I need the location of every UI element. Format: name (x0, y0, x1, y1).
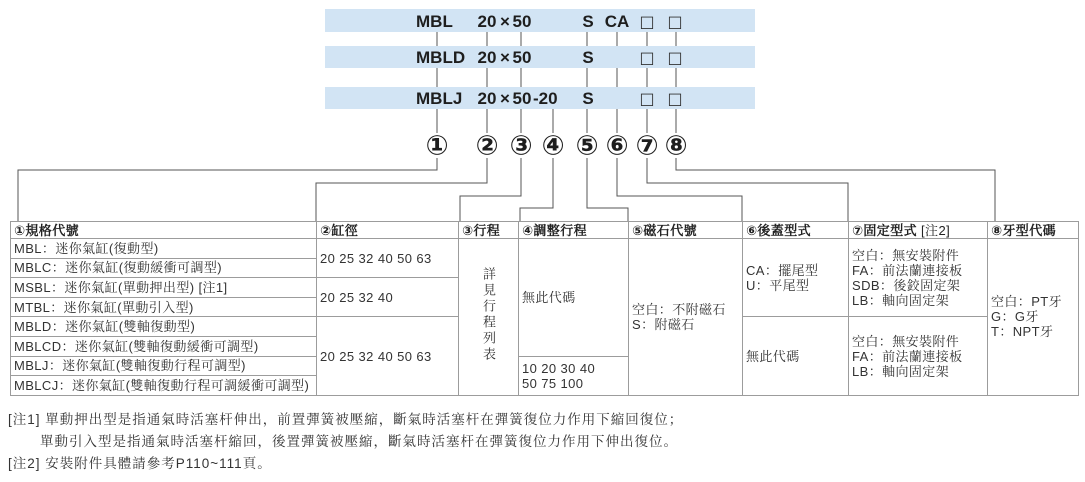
marker-1: ① (425, 130, 449, 162)
header-adjust-stroke: ④調整行程 (519, 222, 629, 239)
thread-cell (988, 239, 1079, 396)
code-rear-cover: CA (604, 12, 630, 31)
code-bar-background (325, 9, 755, 32)
code-magnet: S (582, 48, 594, 67)
connector-3 (460, 158, 521, 221)
mounting-option: 空白：無安裝附件 (852, 247, 960, 263)
rear-cover-option: U：平尾型 (746, 277, 810, 293)
code-bar-3 (325, 87, 755, 109)
adjust-stroke-values: 50 75 100 (522, 375, 584, 391)
code-mounting-placeholder: □ (639, 12, 655, 31)
code-times: × (500, 12, 510, 31)
connector-8 (676, 158, 995, 221)
code-bore: 20 (477, 12, 497, 31)
model-cell: MBL：迷你氣缸(復動型) (11, 239, 317, 259)
model-cell: MTBL：迷你氣缸(單動引入型) (11, 297, 317, 317)
bore-cell: 20 25 32 40 50 63 (317, 317, 459, 395)
header-bore: ②缸徑 (317, 222, 459, 239)
mounting-option: LB：軸向固定架 (852, 292, 950, 308)
thread-option: G：G牙 (991, 309, 1039, 325)
code-magnet: S (582, 89, 594, 108)
mounting-option: FA：前法蘭連接板 (852, 348, 963, 364)
mounting-cell (849, 239, 988, 317)
header-thread: ⑧牙型代碼 (988, 222, 1079, 239)
model-cell: MSBL：迷你氣缸(單動押出型) [注1] (11, 278, 317, 298)
marker-5: ⑤ (575, 130, 599, 162)
connector-2 (316, 158, 487, 221)
thread-option: 空白：PT牙 (991, 294, 1063, 310)
footnote-2: [注2] 安裝附件具體請參考P110~111頁。 (8, 456, 272, 471)
code-thread-placeholder: □ (667, 48, 683, 67)
header-mounting (849, 222, 988, 239)
adjust-stroke-cell: 無此代碼 (519, 239, 629, 357)
footnote-1-continued: 單動引入型是指通氣時活塞杆縮回，後置彈簧被壓縮，斷氣時活塞杆在彈簧復位力作用下伸出復位。 (40, 434, 678, 449)
bore-cell: 20 25 32 40 50 63 (317, 239, 459, 278)
code-markers (426, 131, 688, 162)
code-stroke: 50 (512, 48, 532, 67)
connector-1 (18, 158, 437, 221)
connector-6 (617, 158, 742, 221)
rear-cover-cell: 無此代碼 (743, 317, 849, 395)
rear-cover-option: CA：擺尾型 (746, 262, 819, 278)
magnet-cell (629, 239, 743, 396)
connector-4 (520, 158, 553, 221)
code-mounting-placeholder: □ (639, 89, 655, 108)
table-header-row (11, 222, 1079, 239)
marker-8: ⑧ (664, 130, 688, 162)
code-bore: 20 (477, 48, 497, 67)
table-row (11, 239, 1079, 259)
code-times: × (500, 48, 510, 67)
code-series: MBLD (416, 48, 466, 67)
thread-option: T：NPT牙 (991, 324, 1054, 340)
stroke-note: 詳見行程列表 (481, 267, 496, 364)
code-series: MBLJ (416, 89, 463, 108)
header-model-code: ①規格代號 (11, 222, 317, 239)
code-bar-background (325, 46, 755, 68)
mounting-option: 空白：無安裝附件 (852, 333, 960, 349)
marker-4: ④ (541, 130, 565, 162)
order-code-diagram (0, 0, 1085, 222)
header-magnet: ⑤磁石代號 (629, 222, 743, 239)
marker-3: ③ (509, 130, 533, 162)
code-thread-placeholder: □ (667, 89, 683, 108)
code-mounting-placeholder: □ (639, 48, 655, 67)
model-cell: MBLJ：迷你氣缸(雙軸復動行程可調型) (11, 356, 317, 376)
code-series: MBL (416, 12, 453, 31)
header-rear-cover: ⑥後蓋型式 (743, 222, 849, 239)
code-bar-2 (325, 46, 755, 68)
marker-2: ② (475, 130, 499, 162)
model-cell: MBLC：迷你氣缸(復動緩衝可調型) (11, 258, 317, 278)
marker-6: ⑥ (605, 130, 629, 162)
code-bar-1 (325, 9, 755, 32)
adjust-stroke-values: 10 20 30 40 (522, 360, 596, 376)
magnet-option: 空白：不附磁石 (632, 301, 726, 317)
stroke-cell (459, 239, 519, 396)
header-mounting-note: [注2] (921, 222, 951, 238)
marker-7: ⑦ (635, 130, 659, 162)
header-mounting-label: ⑦固定型式 (852, 222, 918, 238)
mounting-option: SDB：後鉸固定架 (852, 277, 961, 293)
code-thread-placeholder: □ (667, 12, 683, 31)
connector-7 (647, 158, 848, 221)
adjust-stroke-cell (519, 356, 629, 395)
code-stroke: 50 (512, 12, 532, 31)
rear-cover-cell (743, 239, 849, 317)
footnote-1: [注1] 單動押出型是指通氣時活塞杆伸出，前置彈簧被壓縮，斷氣時活塞杆在彈簧復位力作用下縮回復位； (8, 412, 684, 427)
code-magnet: S (582, 12, 594, 31)
marker-connectors (18, 158, 995, 221)
code-adjust-stroke: -20 (533, 89, 558, 108)
code-times: × (500, 89, 510, 108)
model-cell: MBLCD：迷你氣缸(雙軸復動緩衝可調型) (11, 336, 317, 356)
model-cell: MBLCJ：迷你氣缸(雙軸復動行程可調緩衝可調型) (11, 376, 317, 396)
bore-cell: 20 25 32 40 (317, 278, 459, 317)
mounting-option: FA：前法蘭連接板 (852, 262, 963, 278)
code-stroke: 50 (512, 89, 532, 108)
connector-5 (587, 158, 628, 221)
magnet-option: S：附磁石 (632, 316, 695, 332)
mounting-option: LB：軸向固定架 (852, 363, 950, 379)
model-cell: MBLD：迷你氣缸(雙軸復動型) (11, 317, 317, 337)
code-bore: 20 (477, 89, 497, 108)
specification-table (10, 221, 1079, 396)
mounting-cell (849, 317, 988, 395)
header-stroke: ③行程 (459, 222, 519, 239)
